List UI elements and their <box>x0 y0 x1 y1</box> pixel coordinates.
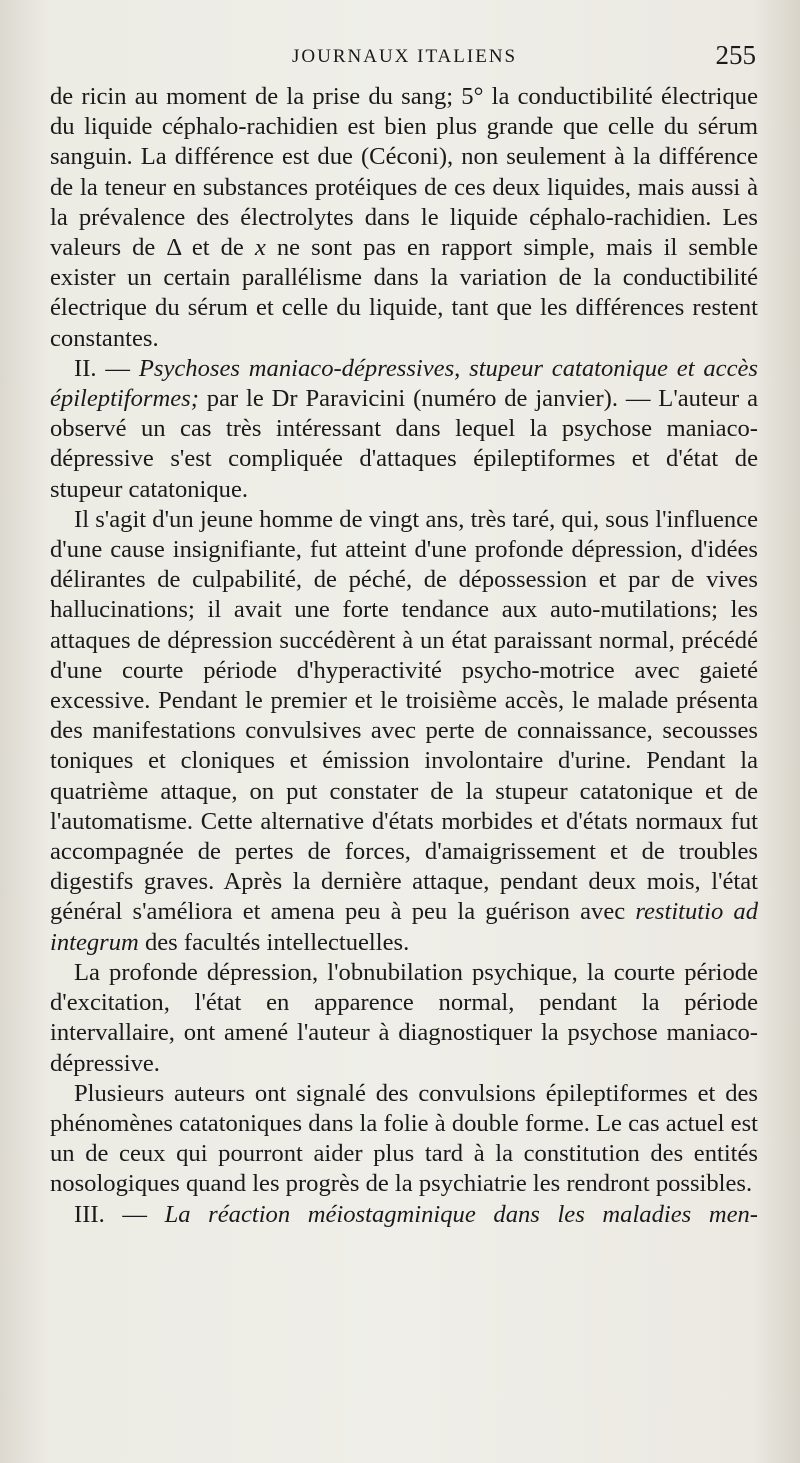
running-title: JOURNAUX ITALIENS <box>292 46 518 67</box>
text-segment: des facultés intellectuelles. <box>138 928 410 956</box>
text-segment: II. — <box>74 354 139 382</box>
paragraph-5 <box>50 1079 758 1200</box>
paragraph-4 <box>50 958 758 1079</box>
paragraph-1 <box>50 82 758 354</box>
page-number: 255 <box>715 40 756 70</box>
text-segment: Plusieurs auteurs ont signalé des convulsions épileptiformes et des phénomènes catatoniques dans la folie à double forme. Le cas actuel est un de ceux qui pourront aider plus tard à la constitution des entités nosologiques quand les progrès de la psychiatrie les rendront possibles. <box>50 1079 758 1198</box>
paragraph-2 <box>50 354 758 505</box>
page-header <box>52 40 760 80</box>
text-segment: La profonde dépression, l'obnubilation psychique, la courte période d'excitation, l'état en apparence normal, pendant la période intervallaire, ont amené l'auteur à diagnostiquer la psychose maniaco-dépressive. <box>50 958 758 1077</box>
text-segment: par le Dr Paravicini (numéro de janvier). — L'auteur a observé un cas très intéressant dans lequel la psychose maniaco-dépressive s'est compliquée d'attaques épileptiformes et d'état de stupeur catatonique. <box>50 385 758 503</box>
paragraph-3 <box>50 505 758 958</box>
body-text <box>50 82 758 1230</box>
text-segment: ne sont pas en rapport simple, mais il semble exister un certain parallélisme dans la variation de la conductibilité électrique du sérum et celle du liquide, tant que les différences restent constantes. <box>50 234 758 352</box>
text-segment: Il s'agit d'un jeune homme de vingt ans, très taré, qui, sous l'influence d'une cause insignifiante, fut atteint d'une profonde dépression, d'idées délirantes de culpabilité, de péché, de dépossession et par de vives hallucinations; il avait une forte tendance aux auto-mutilations; les attaques de dépression succédèrent à un état paraissant normal, précédé d'une courte période d'hyperactivité psycho-motrice avec gaieté excessive. Pendant le premier et le troisième accès, le malade présenta des manifestations convulsives avec perte de connaissance, secousses toniques et cloniques et émission involontaire d'urine. Pendant la quatrième attaque, on put constater de la stupeur catatonique et de l'automatisme. Cette alternative d'états morbides et d'états normaux fut accompagnée de pertes de forces, d'amaigrissement et de troubles digestifs graves. Après la dernière attaque, pendant deux mois, l'état général s'améliora et amena peu à peu la guérison avec <box>50 505 758 926</box>
italic-segment: restitutio ad integrum <box>50 898 758 956</box>
italic-segment: Psychoses maniaco-dépressives, stupeur catatonique et accès épileptiformes; <box>50 354 759 413</box>
paragraph-6 <box>50 1200 758 1230</box>
text-segment: de ricin au moment de la prise du sang; 5° la conductibilité électrique du liquide céphalo-rachidien est bien plus grande que celle du sérum sanguin. La différence est due (Céconi), non seulement à la différence de la teneur en substances protéiques de ces deux liquides, mais aussi à la prévalence des électrolytes dans le liquide céphalo-rachidien. Les valeurs de Δ et de <box>50 83 758 262</box>
italic-segment: La réaction méiostagminique dans les maladies men- <box>164 1200 758 1228</box>
text-segment: III. — <box>74 1200 165 1228</box>
italic-segment: x <box>254 234 266 262</box>
